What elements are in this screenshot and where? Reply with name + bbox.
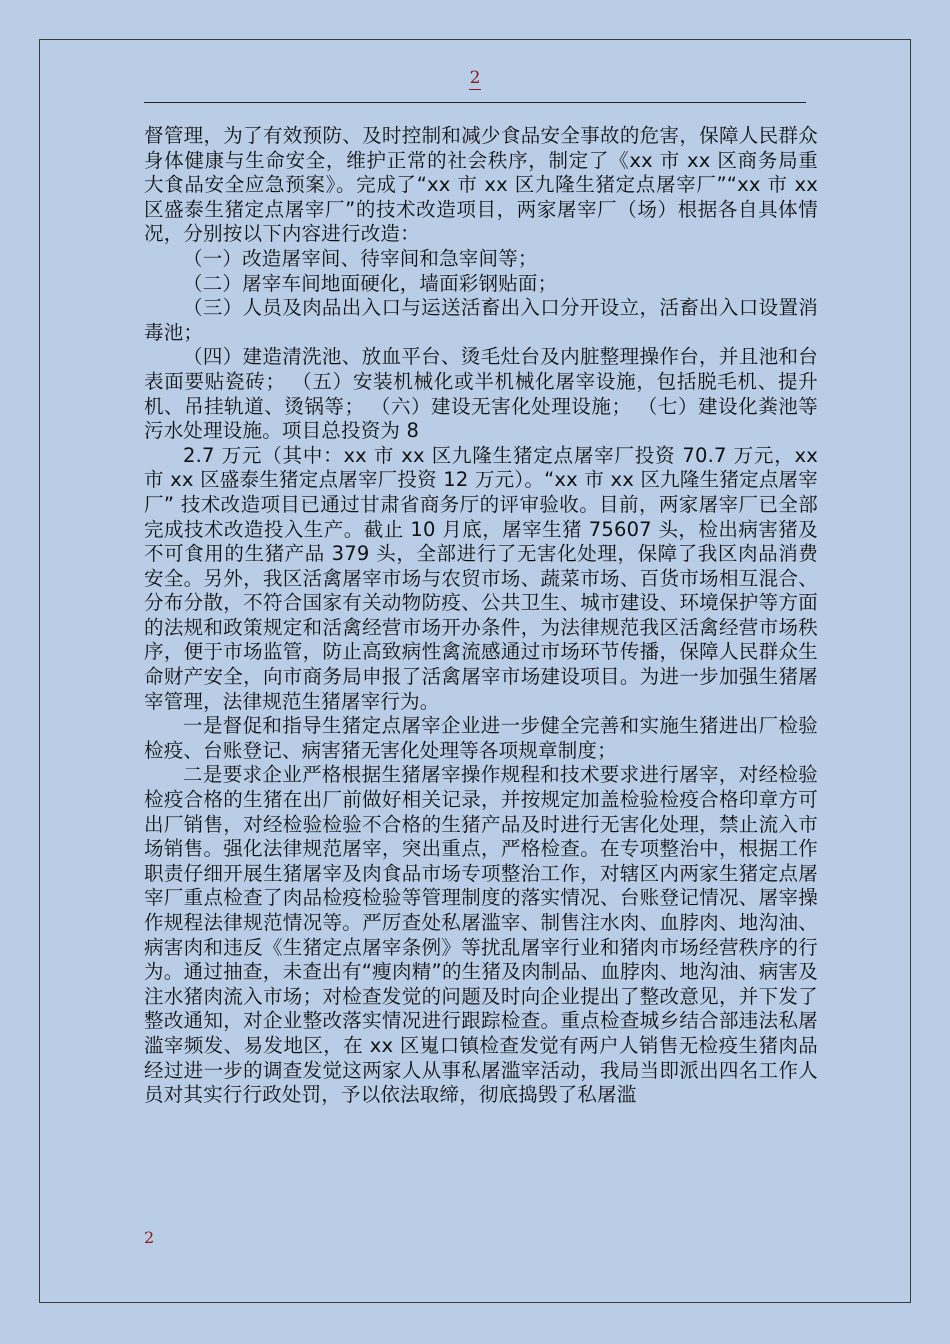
paragraph: 二是要求企业严格根据生猪屠宰操作规程和技术要求进行屠宰，对经检验检疫合格的生猪在出厂前做好相关记录，并按规定加盖检验检疫合格印章方可出厂销售，对经检验检验不合格的生猪产品及时进行无害化处理，禁止流入市场销售。强化法律规范屠宰，突出重点，严格检查。在专项整治中，根据工作职责仔细开展生猪屠宰及肉食品市场专项整治工作，对辖区内两家生猪定点屠宰厂重点检查了肉品检疫检验等管理制度的落实情况、台账登记情况、屠宰操作规程法律规范情况等。严厉查处私屠滥宰、制售注水肉、血脖肉、地沟油、病害肉和违反《生猪定点屠宰条例》等扰乱屠宰行业和猪肉市场经营秩序的行为。通过抽查，未查出有“瘦肉精”的生猪及肉制品、血脖肉、地沟油、病害及注水猪肉流入市场；对检查发觉的问题及时向企业提出了整改意见，并下发了整改通知，对企业整改落实情况进行跟踪检查。重点检查城乡结合部违法私屠滥宰频发、易发地区，在 xx 区嵬口镇检查发觉有两户人销售无检疫生猪肉品经过进一步的调查发觉这两家人从事私屠滥宰活动，我局当即派出四名工作人员对其实行行政处罚，予以依法取缔，彻底捣毁了私屠滥: [144, 763, 818, 1107]
paragraph: 督管理，为了有效预防、及时控制和减少食品安全事故的危害，保障人民群众身体健康与生命安全，维护正常的社会秩序，制定了《xx 市 xx 区商务局重大食品安全应急预案》。完成了“xx 市 xx 区九隆生猪定点屠宰厂”“xx 市 xx 区盛泰生猪定点屠宰厂”的技术改造项目，两家屠宰厂（场）根据各自具体情况，分别按以下内容进行改造：: [144, 124, 818, 246]
paragraph: 2.7 万元（其中：xx 市 xx 区九隆生猪定点屠宰厂投资 70.7 万元，xx 市 xx 区盛泰生猪定点屠宰厂投资 12 万元）。“xx 市 xx 区九隆生猪定点屠宰厂” 技术改造项目已通过甘肃省商务厅的评审验收。目前，两家屠宰厂已全部完成技术改造投入生产。截止 10 月底，屠宰生猪 75607 头，检出病害猪及不可食用的生猪产品 379 头，全部进行了无害化处理，保障了我区肉品消费安全。另外，我区活禽屠宰市场与农贸市场、蔬菜市场、百货市场相互混合、分布分散，不符合国家有关动物防疫、公共卫生、城市建设、环境保护等方面的法规和政策规定和活禽经营市场开办条件，为法律规范我区活禽经营市场秩序，便于市场监管，防止高致病性禽流感通过市场环节传播，保障人民群众生命财产安全，向市商务局申报了活禽屠宰市场建设项目。为进一步加强生猪屠宰管理，法律规范生猪屠宰行为。: [144, 443, 818, 713]
footer-page-number: 2: [144, 1228, 155, 1247]
header-divider: [144, 102, 806, 103]
document-body: [144, 124, 818, 1108]
paragraph: （二）屠宰车间地面硬化，墙面彩钢贴面；: [183, 271, 558, 295]
paragraph: （四）建造清洗池、放血平台、烫毛灶台及内脏整理操作台，并且池和台表面要贴瓷砖； （五）安装机械化或半机械化屠宰设施，包括脱毛机、提升机、吊挂轨道、烫锅等； （六）建设无害化处理设施； （七）建设化粪池等污水处理设施。项目总投资为 8: [144, 345, 818, 443]
paragraph: （三）人员及肉品出入口与运送活畜出入口分开设立，活畜出入口设置消毒池；: [144, 296, 818, 344]
paragraph: （一）改造屠宰间、待宰间和急宰间等；: [183, 246, 538, 270]
paragraph: 一是督促和指导生猪定点屠宰企业进一步健全完善和实施生猪进出厂检验检疫、台账登记、病害猪无害化处理等各项规章制度；: [144, 714, 818, 762]
header-page-number: 2: [469, 68, 481, 88]
